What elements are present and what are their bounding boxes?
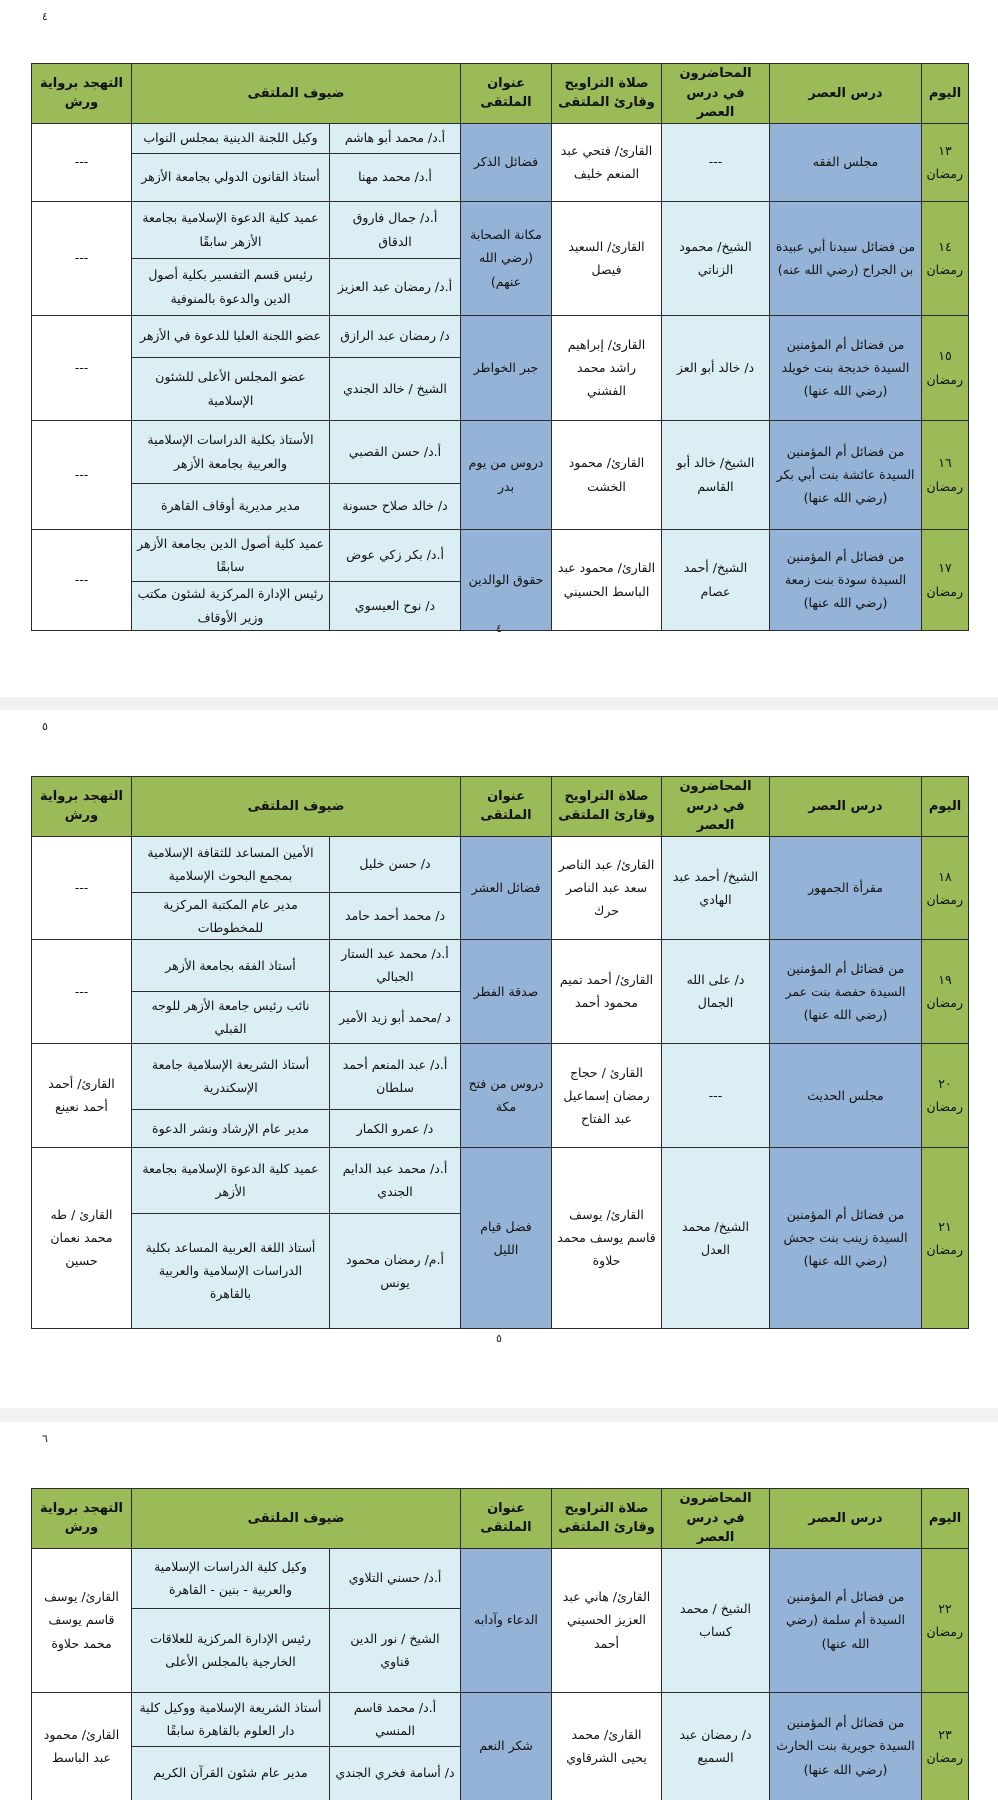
guest-name: أ.م/ رمضان محمود يونس (330, 1213, 461, 1328)
lesson-cell: من فضائل أم المؤمنين السيدة جويرية بنت الحارث (رضي الله عنها) (770, 1692, 922, 1800)
table-row (32, 1043, 969, 1109)
day-cell: ١٩ رمضان (922, 939, 969, 1043)
document-page (0, 710, 998, 1408)
lecturer-cell: الشيخ/ أحمد عبد الهادي (662, 836, 770, 939)
lecturer-cell: الشيخ/ محمود الزناتي (662, 201, 770, 315)
lesson-cell: من فضائل أم المؤمنين السيدة زينب بنت جحش (رضي الله عنها) (770, 1147, 922, 1328)
taraweeh-cell: القارئ/ عبد الناصر سعد عبد الناصر حرك (552, 836, 662, 939)
forum-title-cell: صدقة الفطر (461, 939, 552, 1043)
guest-role: رئيس قسم التفسير بكلية أصول الدين والدعوة بالمنوفية (132, 258, 330, 315)
guest-name: د/ عمرو الكمار (330, 1109, 461, 1147)
guest-role: رئيس الإدارة المركزية للعلاقات الخارجية بالمجلس الأعلى (132, 1608, 330, 1692)
tahajjud-cell: --- (32, 420, 132, 529)
guest-name: أ.د/ محمد قاسم المنسي (330, 1692, 461, 1746)
taraweeh-cell: القارئ/ محمود الخشت (552, 420, 662, 529)
header-forum-title: عنوان الملتقى (461, 1489, 552, 1549)
lesson-cell: من فضائل أم المؤمنين السيدة أم سلمة (رضي الله عنها) (770, 1548, 922, 1692)
forum-title-cell: مكانة الصحابة (رضي الله عنهم) (461, 201, 552, 315)
table-row (32, 123, 969, 153)
lesson-cell: مجلس الفقه (770, 123, 922, 201)
lesson-cell: من فضائل أم المؤمنين السيدة عائشة بنت أبي بكر (رضي الله عنها) (770, 420, 922, 529)
taraweeh-cell: القارئ/ هاني عبد العزيز الحسيني أحمد (552, 1548, 662, 1692)
header-forum-guests: ضيوف الملتقى (132, 1489, 461, 1549)
tahajjud-cell: القارئ/ يوسف قاسم يوسف محمد حلاوة (32, 1548, 132, 1692)
guest-name: الشيخ / خالد الجندي (330, 357, 461, 420)
header-taraweeh: صلاة التراويح وقارئ الملتقى (552, 64, 662, 124)
header-asr-lesson: درس العصر (770, 64, 922, 124)
header-forum-guests: ضيوف الملتقى (132, 64, 461, 124)
taraweeh-cell: القارئ/ إبراهيم راشد محمد الفشني (552, 315, 662, 420)
lesson-cell: من فضائل أم المؤمنين السيدة سودة بنت زمعة (رضي الله عنها) (770, 529, 922, 630)
page-number-top: ٤ (42, 10, 48, 23)
header-forum-title: عنوان الملتقى (461, 777, 552, 837)
guest-role: نائب رئيس جامعة الأزهر للوجه القبلي (132, 991, 330, 1043)
day-cell: ١٤ رمضان (922, 201, 969, 315)
guest-role: أستاذ الفقه بجامعة الأزهر (132, 939, 330, 991)
table-row (32, 315, 969, 357)
forum-title-cell: فضائل العشر (461, 836, 552, 939)
taraweeh-cell: القارئ/ فتحي عبد المنعم خليف (552, 123, 662, 201)
schedule-table (31, 776, 969, 1329)
taraweeh-cell: القارئ/ يوسف قاسم يوسف محمد حلاوة (552, 1147, 662, 1328)
guest-role: عميد كلية أصول الدين بجامعة الأزهر سابقًا (132, 529, 330, 581)
guest-name: د /محمد أبو زيد الأمير (330, 991, 461, 1043)
guest-name: أ.د/ محمد مهنا (330, 153, 461, 201)
table-row (32, 1692, 969, 1746)
header-forum-guests: ضيوف الملتقى (132, 777, 461, 837)
guest-name: أ.د/ عبد المنعم أحمد سلطان (330, 1043, 461, 1109)
guest-name: أ.د/ رمضان عبد العزيز (330, 258, 461, 315)
header-day: اليوم (922, 1489, 969, 1549)
day-cell: ٢٠ رمضان (922, 1043, 969, 1147)
guest-role: وكيل كلية الدراسات الإسلامية والعربية - بنين - القاهرة (132, 1548, 330, 1608)
tahajjud-cell: القارئ / طه محمد نعمان حسين (32, 1147, 132, 1328)
guest-role: الأمين المساعد للثقافة الإسلامية بمجمع البحوث الإسلامية (132, 836, 330, 892)
guest-role: عميد كلية الدعوة الإسلامية بجامعة الأزهر (132, 1147, 330, 1213)
taraweeh-cell: القارئ/ أحمد تميم محمود أحمد (552, 939, 662, 1043)
header-row (32, 777, 969, 837)
page-number-bottom: ٥ (496, 1332, 502, 1345)
lecturer-cell: الشيخ/ محمد العدل (662, 1147, 770, 1328)
guest-name: د/ رمضان عبد الرازق (330, 315, 461, 357)
guest-role: أستاذ اللغة العربية المساعد بكلية الدراسات الإسلامية والعربية بالقاهرة (132, 1213, 330, 1328)
guest-name: أ.د/ حسن القصبي (330, 420, 461, 483)
guest-role: مدير عام الإرشاد ونشر الدعوة (132, 1109, 330, 1147)
guest-name: د/ نوح العيسوي (330, 581, 461, 630)
day-cell: ١٣ رمضان (922, 123, 969, 201)
guest-role: مدير عام شئون القرآن الكريم (132, 1746, 330, 1800)
guest-name: د/ حسن خليل (330, 836, 461, 892)
forum-title-cell: دروس من فتح مكة (461, 1043, 552, 1147)
guest-name: د/ أسامة فخري الجندي (330, 1746, 461, 1800)
guest-name: أ.د/ محمد عبد الدايم الجندي (330, 1147, 461, 1213)
tahajjud-cell: القارئ/ أحمد أحمد نعينع (32, 1043, 132, 1147)
guest-name: أ.د/ جمال فاروق الدقاق (330, 201, 461, 258)
taraweeh-cell: القارئ / حجاج رمضان إسماعيل عبد الفتاح (552, 1043, 662, 1147)
guest-name: أ.د/ محمد عبد الستار الجبالي (330, 939, 461, 991)
guest-role: مدير مديرية أوقاف القاهرة (132, 483, 330, 529)
forum-title-cell: شكر النعم (461, 1692, 552, 1800)
header-lecturers: المحاضرون في درس العصر (662, 64, 770, 124)
guest-role: وكيل اللجنة الدينية بمجلس النواب (132, 123, 330, 153)
page-number-bottom: ٤ (496, 622, 502, 635)
tahajjud-cell: --- (32, 123, 132, 201)
page-number-top: ٦ (42, 1432, 48, 1445)
forum-title-cell: فضل قيام الليل (461, 1147, 552, 1328)
table-row (32, 1548, 969, 1608)
header-forum-title: عنوان الملتقى (461, 64, 552, 124)
table-row (32, 939, 969, 991)
lecturer-cell: د/ على الله الجمال (662, 939, 770, 1043)
header-day: اليوم (922, 64, 969, 124)
guest-role: أستاذ الشريعة الإسلامية ووكيل كلية دار العلوم بالقاهرة سابقًا (132, 1692, 330, 1746)
guest-name: أ.د/ محمد أبو هاشم (330, 123, 461, 153)
guest-role: عضو المجلس الأعلى للشئون الإسلامية (132, 357, 330, 420)
tahajjud-cell: --- (32, 529, 132, 630)
tahajjud-cell: --- (32, 939, 132, 1043)
table-row (32, 201, 969, 258)
header-lecturers: المحاضرون في درس العصر (662, 777, 770, 837)
guest-role: رئيس الإدارة المركزية لشئون مكتب وزير الأوقاف (132, 581, 330, 630)
forum-title-cell: فضائل الذكر (461, 123, 552, 201)
lesson-cell: من فضائل أم المؤمنين السيدة خديجة بنت خويلد (رضي الله عنها) (770, 315, 922, 420)
guest-role: أستاذ الشريعة الإسلامية جامعة الإسكندرية (132, 1043, 330, 1109)
lecturer-cell: د/ رمضان عبد السميع (662, 1692, 770, 1800)
guest-role: الأستاذ بكلية الدراسات الإسلامية والعربية بجامعة الأزهر (132, 420, 330, 483)
guest-role: مدير عام المكتبة المركزية للمخطوطات (132, 892, 330, 939)
guest-name: أ.د/ حسني التلاوي (330, 1548, 461, 1608)
taraweeh-cell: القارئ/ محمود عبد الباسط الحسيني (552, 529, 662, 630)
forum-title-cell: حقوق الوالدين (461, 529, 552, 630)
day-cell: ١٦ رمضان (922, 420, 969, 529)
table-row (32, 420, 969, 483)
tahajjud-cell: --- (32, 836, 132, 939)
forum-title-cell: دروس من يوم بدر (461, 420, 552, 529)
lecturer-cell: د/ خالد أبو العز (662, 315, 770, 420)
taraweeh-cell: القارئ/ محمد يحيى الشرقاوي (552, 1692, 662, 1800)
header-row (32, 64, 969, 124)
header-asr-lesson: درس العصر (770, 1489, 922, 1549)
day-cell: ٢٢ رمضان (922, 1548, 969, 1692)
day-cell: ١٥ رمضان (922, 315, 969, 420)
guest-name: د/ خالد صلاح حسونة (330, 483, 461, 529)
header-day: اليوم (922, 777, 969, 837)
document-page (0, 1422, 998, 1800)
lesson-cell: مقرأة الجمهور (770, 836, 922, 939)
lesson-cell: من فضائل أم المؤمنين السيدة حفصة بنت عمر (رضي الله عنها) (770, 939, 922, 1043)
forum-title-cell: جبر الخواطر (461, 315, 552, 420)
taraweeh-cell: القارئ/ السعيد فيصل (552, 201, 662, 315)
forum-title-cell: الدعاء وآدابه (461, 1548, 552, 1692)
guest-role: عضو اللجنة العليا للدعوة في الأزهر (132, 315, 330, 357)
table-row (32, 836, 969, 892)
lesson-cell: من فضائل سيدنا أبي عبيدة بن الجراح (رضي الله عنه) (770, 201, 922, 315)
guest-name: د/ محمد أحمد حامد (330, 892, 461, 939)
table-row (32, 1147, 969, 1213)
header-taraweeh: صلاة التراويح وقارئ الملتقى (552, 777, 662, 837)
guest-role: عميد كلية الدعوة الإسلامية بجامعة الأزهر سابقًا (132, 201, 330, 258)
guest-name: أ.د/ بكر زكي عوض (330, 529, 461, 581)
header-tahajjud: التهجد برواية ورش (32, 777, 132, 837)
day-cell: ١٨ رمضان (922, 836, 969, 939)
lesson-cell: مجلس الحديث (770, 1043, 922, 1147)
tahajjud-cell: --- (32, 201, 132, 315)
header-lecturers: المحاضرون في درس العصر (662, 1489, 770, 1549)
document-page (0, 0, 998, 697)
schedule-table (31, 63, 969, 631)
lecturer-cell: الشيخ / محمد كساب (662, 1548, 770, 1692)
lecturer-cell: الشيخ/ خالد أبو القاسم (662, 420, 770, 529)
lecturer-cell: --- (662, 123, 770, 201)
header-row (32, 1489, 969, 1549)
tahajjud-cell: القارئ/ محمود عبد الباسط (32, 1692, 132, 1800)
guest-name: الشيخ / نور الدين قناوي (330, 1608, 461, 1692)
page-number-top: ٥ (42, 720, 48, 733)
day-cell: ١٧ رمضان (922, 529, 969, 630)
lecturer-cell: الشيخ/ أحمد عصام (662, 529, 770, 630)
table-row (32, 529, 969, 581)
header-tahajjud: التهجد برواية ورش (32, 64, 132, 124)
lecturer-cell: --- (662, 1043, 770, 1147)
tahajjud-cell: --- (32, 315, 132, 420)
day-cell: ٢٣ رمضان (922, 1692, 969, 1800)
header-tahajjud: التهجد برواية ورش (32, 1489, 132, 1549)
day-cell: ٢١ رمضان (922, 1147, 969, 1328)
guest-role: أستاذ القانون الدولي بجامعة الأزهر (132, 153, 330, 201)
header-taraweeh: صلاة التراويح وقارئ الملتقى (552, 1489, 662, 1549)
header-asr-lesson: درس العصر (770, 777, 922, 837)
schedule-table (31, 1488, 969, 1800)
